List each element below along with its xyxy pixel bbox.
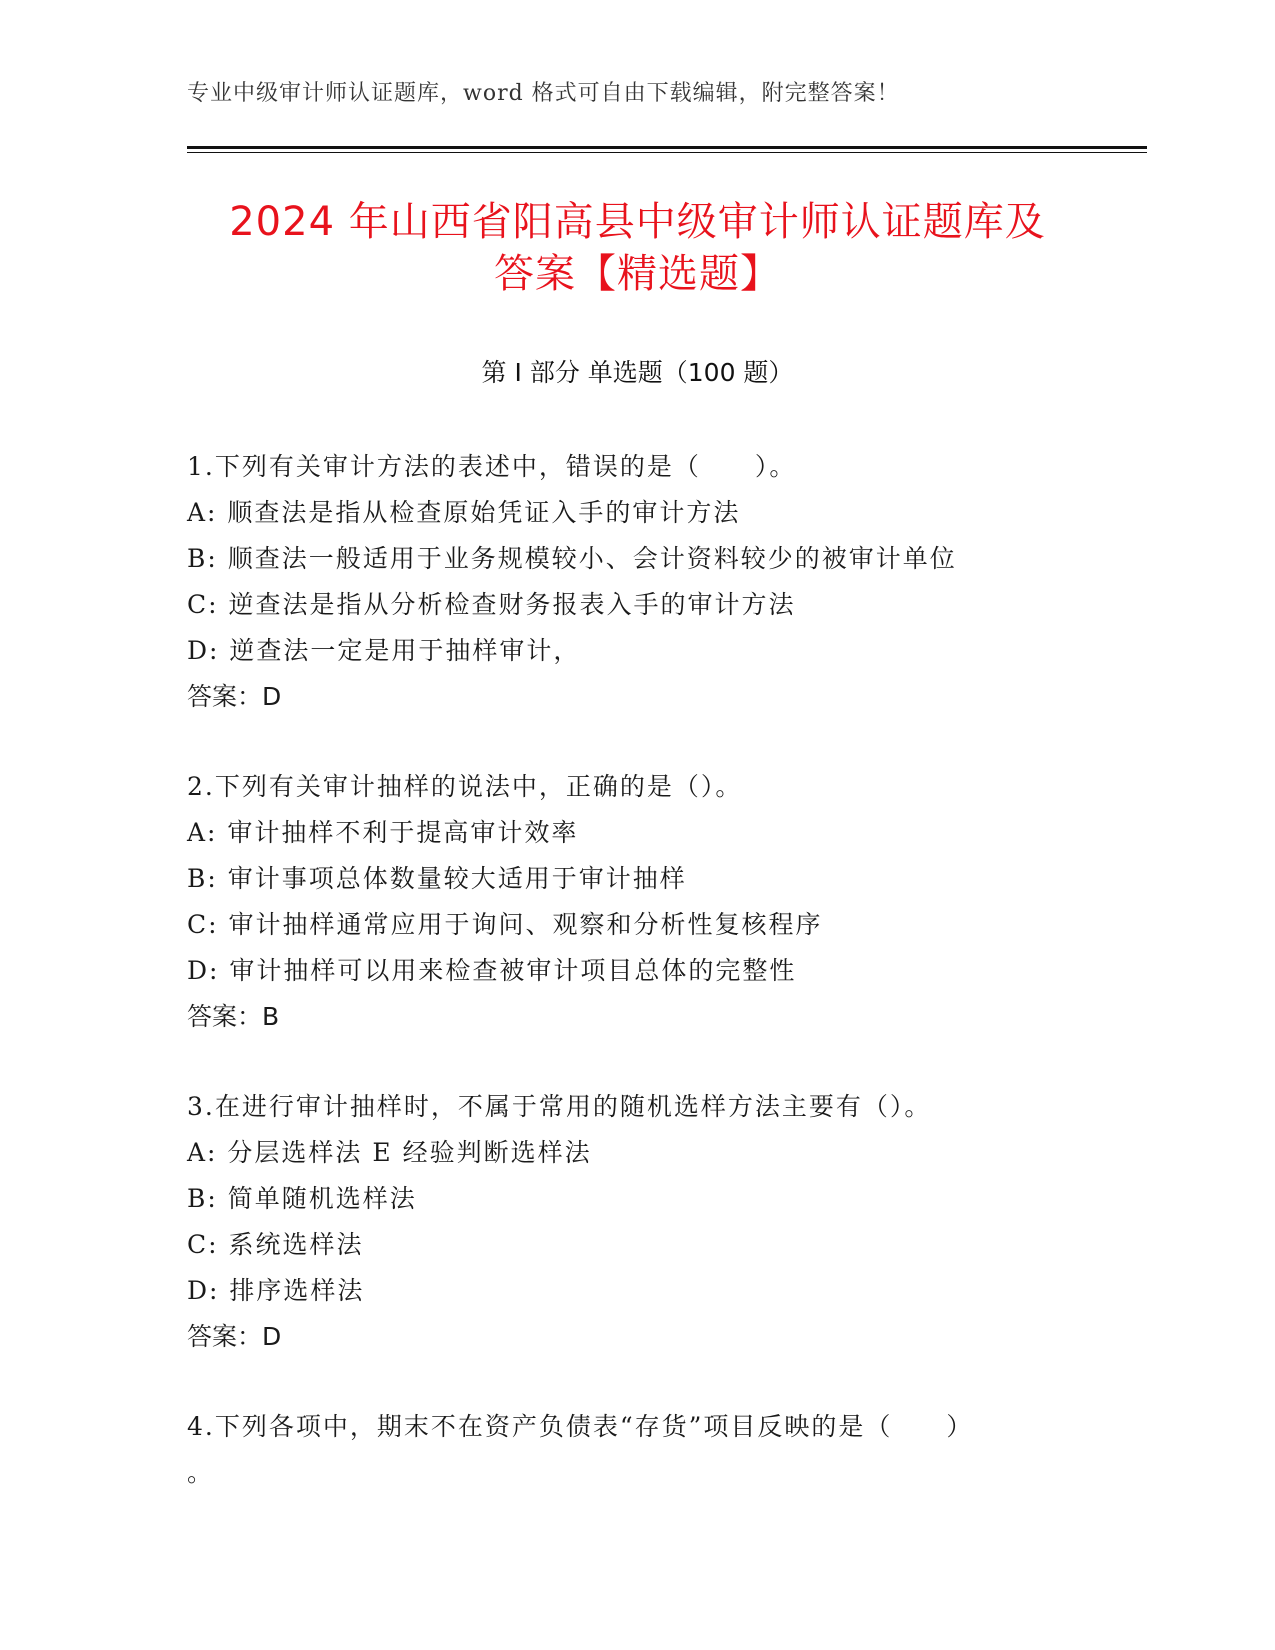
section-heading: 第 I 部分 单选题（100 题） <box>481 358 794 387</box>
option-d: D: 排序选样法 <box>187 1276 365 1305</box>
question-2 <box>187 764 1067 1040</box>
option-a: A: 顺查法是指从检查原始凭证入手的审计方法 <box>187 498 741 527</box>
option-c: C: 审计抽样通常应用于询问、观察和分析性复核程序 <box>187 910 823 939</box>
document-title-line-2: 答案【精选题】 <box>494 251 781 297</box>
option-b: B: 审计事项总体数量较大适用于审计抽样 <box>187 864 687 893</box>
answer-label: 答案：B <box>187 1002 280 1031</box>
option-d: D: 逆查法一定是用于抽样审计， <box>187 636 581 665</box>
header-rule-thick <box>187 146 1147 149</box>
question-stem: 4.下列各项中，期末不在资产负债表“存货”项目反映的是（ ） <box>187 1412 974 1441</box>
header-note: 专业中级审计师认证题库，word 格式可自由下载编辑，附完整答案！ <box>187 81 900 106</box>
question-stem-continuation: 。 <box>187 1458 215 1487</box>
option-a: A: 审计抽样不利于提高审计效率 <box>187 818 579 847</box>
question-3 <box>187 1084 1067 1360</box>
document-title-line-1: 2024 年山西省阳高县中级审计师认证题库及 <box>229 199 1046 245</box>
option-b: B: 顺查法一般适用于业务规模较小、会计资料较少的被审计单位 <box>187 544 957 573</box>
document-title <box>160 196 1115 300</box>
question-stem: 2.下列有关审计抽样的说法中，正确的是（）。 <box>187 772 743 801</box>
question-4 <box>187 1404 1067 1496</box>
answer-label: 答案：D <box>187 682 282 711</box>
header-rule-thin <box>187 152 1147 153</box>
option-d: D: 审计抽样可以用来检查被审计项目总体的完整性 <box>187 956 797 985</box>
option-a: A: 分层选样法 E 经验判断选样法 <box>187 1138 592 1167</box>
option-c: C: 系统选样法 <box>187 1230 364 1259</box>
question-list <box>187 444 1067 1540</box>
question-1 <box>187 444 1067 720</box>
option-c: C: 逆查法是指从分析检查财务报表入手的审计方法 <box>187 590 796 619</box>
question-stem: 1.下列有关审计方法的表述中，错误的是（ ）。 <box>187 452 797 481</box>
option-b: B: 简单随机选样法 <box>187 1184 417 1213</box>
answer-label: 答案：D <box>187 1322 282 1351</box>
question-stem: 3.在进行审计抽样时，不属于常用的随机选样方法主要有（）。 <box>187 1092 932 1121</box>
